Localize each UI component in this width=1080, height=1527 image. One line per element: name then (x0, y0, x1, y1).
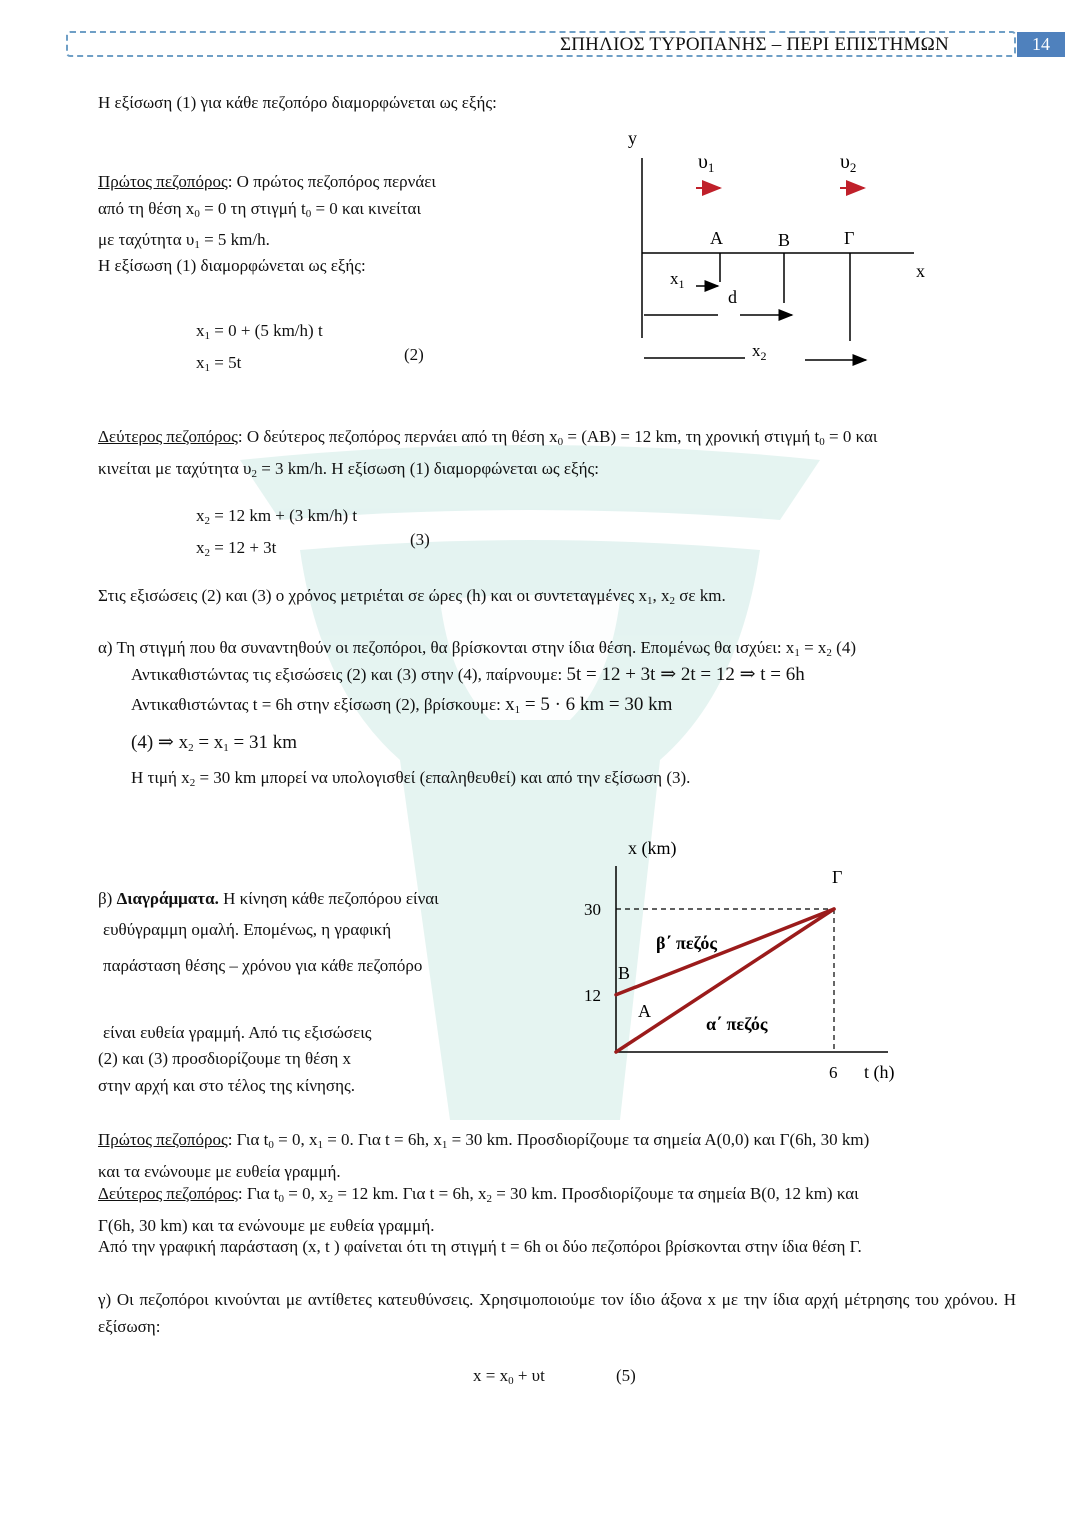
first-walker-eq2: = 5t (210, 352, 242, 372)
part-a-line3: Αντικαθιστώντας t = 6h στην εξίσωση (2), βρίσκουμε: $x_1 = 5 \cdot 6$ km = 30 km (131, 694, 673, 716)
sub: 1 (194, 239, 200, 251)
y-axis-label: y (628, 128, 637, 148)
x-axis-label: x (916, 261, 925, 281)
chart-x-axis-label: t (h) (864, 1062, 895, 1082)
eq-number-5: (5) (616, 1366, 636, 1385)
sub: 0 (194, 207, 200, 220)
first-walker-line2c: = 0 και κινείται (311, 198, 422, 218)
first-walker-b-text: Πρώτος πεζοπόρος: Για $t_0 = 0$, $x_1 = 0$. Για t = 6h, $x_1 = 30$ km. Προσδιορίζουμε τα σημεία Α(0,0) και Γ(6h, 30 km) και τα ενώνουμε με ευθεία γραμμή. (98, 1130, 870, 1181)
second-walker-text1b: = (ΑΒ) = 12 km, τη χρονική στιγμή t (563, 427, 820, 446)
first-walker-eq-intro: Η εξίσωση (1) διαμορφώνεται ως εξής: (98, 256, 366, 275)
sub: 0 (557, 436, 564, 448)
conclusion-text: Από την γραφική παράσταση (x, t ) φαίνεται ότι τη στιγμή t = 6h οι δύο πεζοπόροι βρίσκονται στην ίδια θέση Γ. (98, 1237, 862, 1256)
chart-point-b: Β (618, 962, 631, 983)
point-g-label: Γ (844, 228, 855, 248)
y-tick-label: 12 (584, 985, 601, 1005)
second-walker-text1a: : Ο δεύτερος πεζοπόρος περνάει από τη θέση x (237, 427, 558, 446)
second-walker-equations: $x_2 = 12$ km + (3 km/h) t $x_2 = 12 + 3t$ (196, 506, 358, 559)
part-a-line5: Η τιμή $x_2 = 30$ km μπορεί να υπολογισθεί (επαληθευθεί) και από την εξίσωση (3). (131, 768, 691, 789)
page-number-badge: 14 (1017, 32, 1065, 57)
position-time-chart (570, 830, 920, 1090)
sub: 1 (204, 330, 210, 342)
header-title: ΣΠΗΛΙΟΣ ΤΥΡΟΠΑΝΗΣ – ΠΕΡΙ ΕΠΙΣΤΗΜΩΝ (560, 34, 949, 55)
part-b-line5: (2) και (3) προσδιορίζουμε τη θέση x (98, 1049, 352, 1068)
x-tick-label: 6 (829, 1063, 838, 1082)
x1-label: $x_1$ (670, 269, 685, 291)
v1-label: $\upsilon_1$ (698, 151, 715, 175)
first-walker-line3a: με ταχύτητα υ (98, 230, 195, 249)
second-walker-b-text: Δεύτερος πεζοπόρος: Για $t_0 = 0$, $x_2 = 12$ km. Για t = 6h, $x_2 = 30$ km. Προσδιορίζουμε τα σημεία Β(0, 12 km) και Γ(6h, 30 km) και τα ενώνουμε με ευθεία γραμμή. (98, 1184, 859, 1235)
eq-number-3: (3) (410, 530, 430, 549)
second-walker-text1c: = 0 και (824, 427, 878, 446)
part-b-line2: ευθύγραμμη ομαλή. Επομένως, η γραφική (103, 920, 392, 939)
point-a-label: Α (710, 228, 723, 248)
part-a-line4: (4) ⇒ $x_2 = x_1 = 31$ km (131, 732, 298, 754)
sub: 0 (819, 436, 825, 448)
d-label: d (728, 287, 737, 307)
series-a-label: α΄ πεζός (706, 1014, 768, 1034)
y-tick-label: 30 (584, 900, 601, 919)
first-walker-b-label: Πρώτος πεζοπόρος (98, 1130, 228, 1149)
first-walker-eq1: = 0 + (5 km/h) t (210, 321, 323, 340)
sub: 0 (305, 207, 312, 220)
second-walker-eq2: = 12 + 3t (210, 537, 277, 557)
first-walker-label: Πρώτος πεζοπόρος (98, 172, 228, 191)
x2-label: $x_2$ (752, 341, 767, 363)
part-a-line2-math: 5t = 12 + 3t ⇒ 2t = 12 ⇒ t = 6h (566, 664, 805, 685)
second-walker-text2a: κινείται με ταχύτητα υ (98, 458, 252, 478)
chart-point-g: Γ (832, 867, 843, 887)
part-b-line3: παράσταση θέσης – χρόνου για κάθε πεζοπόρο (103, 956, 423, 975)
v2-label: $\upsilon_2$ (840, 151, 857, 175)
part-b-bold: Διαγράμματα. (116, 889, 219, 908)
sub: 2 (204, 515, 210, 527)
eq-number-2: (2) (404, 345, 424, 364)
first-walker-line2b: = 0 τη στιγμή t (199, 198, 306, 218)
part-c-text: γ) Οι πεζοπόροι κινούνται με αντίθετες κατευθύνσεις. Χρησιμοποιούμε τον ίδιο άξονα x με την ίδια αρχή μέτρησης του χρόνου. Η εξίσωση: (98, 1290, 1016, 1336)
second-walker-text2b: = 3 km/h. Η εξίσωση (1) διαμορφώνεται ως εξής: (256, 458, 599, 478)
part-a-line1: α) Τη στιγμή που θα συναντηθούν οι πεζοπόροι, θα βρίσκονται στην ίδια θέση. Επομένως θα ισχύει: $x_1 = x_2$ (4) (98, 638, 856, 659)
first-walker-line3b: = 5 km/h. (199, 230, 270, 249)
first-walker-text (98, 169, 436, 259)
point-b-label: Β (778, 230, 791, 250)
units-note: Στις εξισώσεις (2) και (3) ο χρόνος μετριέται σε ώρες (h) και οι συντεταγμένες $x_1$, $x_2$ σε km. (98, 586, 726, 607)
series-b-label: β΄ πεζός (656, 933, 717, 953)
sub: 1 (204, 361, 210, 374)
first-walker-line2a: από τη θέση x (98, 198, 195, 218)
sub: 2 (251, 467, 257, 480)
chart-point-a: Α (638, 1001, 651, 1021)
part-a-line3-math: $x_1 = 5 \cdot 6$ km = 30 km (505, 694, 673, 716)
eq-5: $x = x_0 + \upsilon t$ (473, 1366, 545, 1387)
second-walker-b-label: Δεύτερος πεζοπόρος (98, 1184, 238, 1203)
first-walker-equations: $x_1 = 0 + (5$ km/h) t $x_1 = 5t$ (196, 321, 323, 374)
part-a-line2: Αντικαθιστώντας τις εξισώσεις (2) και (3) στην (4), παίρνουμε: 5t = 12 + 3t ⇒ 2t = 12 ⇒ t = 6h (131, 664, 805, 685)
second-walker-eq1: = 12 km + (3 km/h) t (210, 506, 358, 525)
second-walker-text (98, 424, 1016, 487)
part-b-line4: είναι ευθεία γραμμή. Από τις εξισώσεις (103, 1023, 372, 1042)
sub: 2 (204, 546, 210, 559)
motion-diagram (600, 120, 960, 380)
second-walker-label: Δεύτερος πεζοπόρος (98, 427, 238, 446)
chart-y-axis-label: x (km) (628, 838, 677, 858)
intro-text: Η εξίσωση (1) για κάθε πεζοπόρο διαμορφώνεται ως εξής: (98, 93, 497, 112)
first-walker-line1: : Ο πρώτος πεζοπόρος περνάει (227, 172, 436, 191)
part-b-line1: β) Διαγράμματα. Η κίνηση κάθε πεζοπόρου είναι (98, 889, 439, 908)
part-b-line6: στην αρχή και στο τέλος της κίνησης. (98, 1076, 355, 1095)
